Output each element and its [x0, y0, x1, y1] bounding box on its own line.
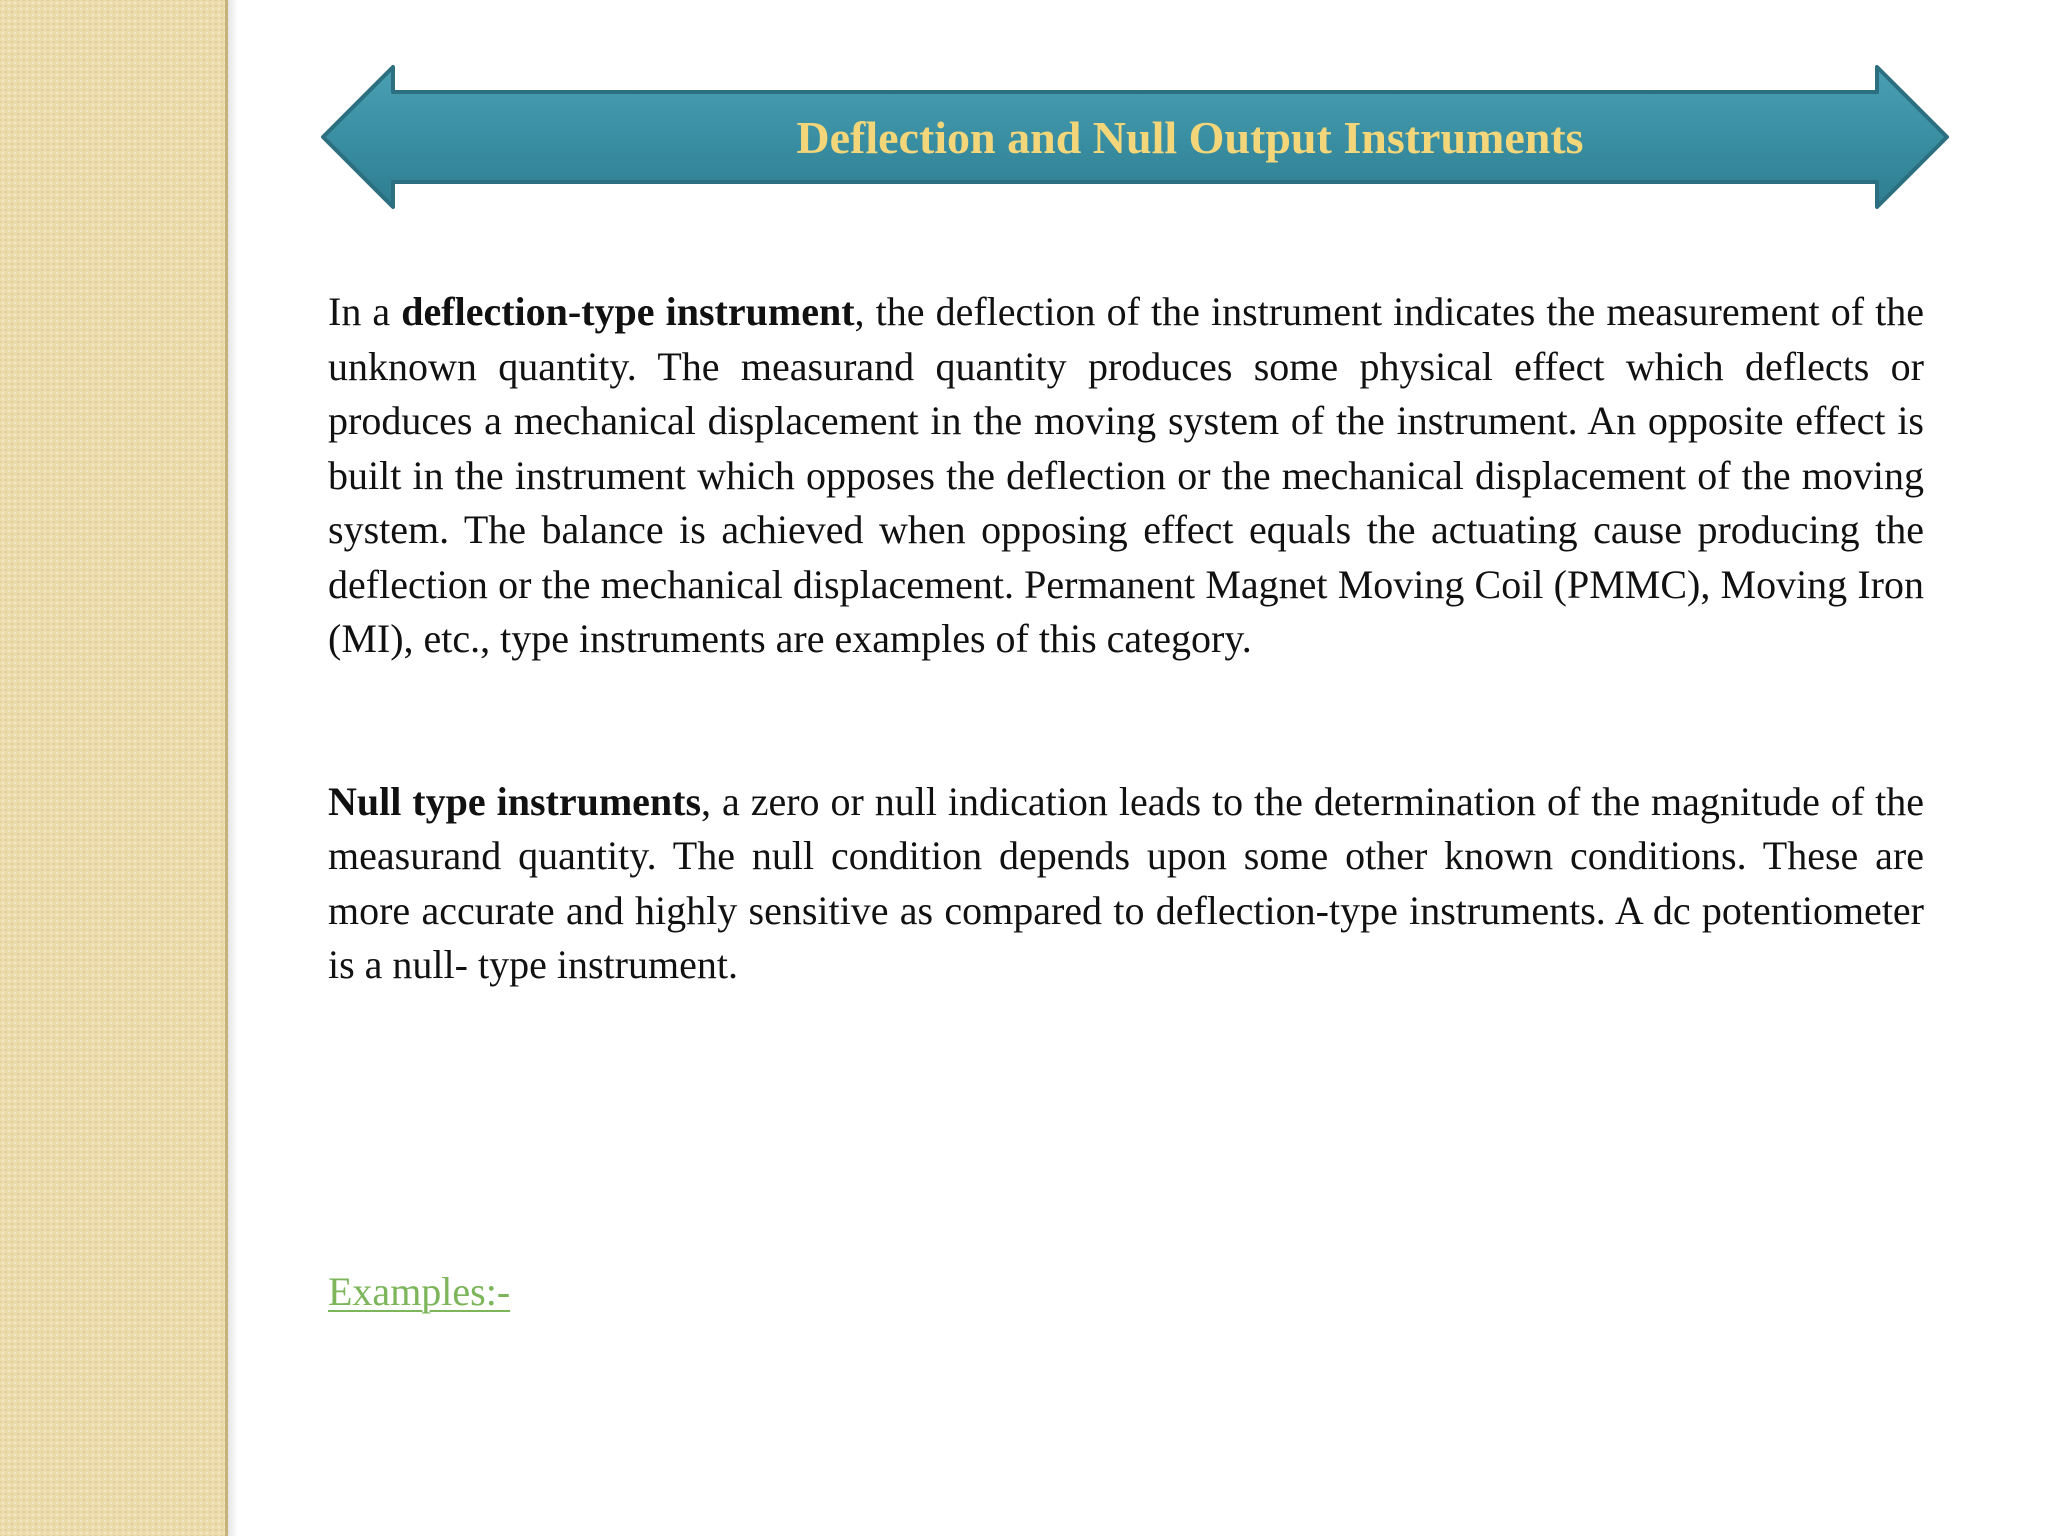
- term-null-type-instruments: Null type instruments: [328, 778, 702, 824]
- slide-title: Deflection and Null Output Instruments: [796, 111, 1584, 163]
- term-deflection-type-instrument: deflection-type instrument: [401, 289, 855, 334]
- slide-content: [328, 285, 1924, 993]
- title-banner: [320, 64, 1950, 210]
- side-decorative-band: [0, 0, 228, 1536]
- paragraph2-body: , a zero or null indication leads to the determination of the magnitude of the measurand quantity. The null condition depends upon some other known conditions. These are more accurate and highly sensitive as compared to deflection-type instruments. A dc potentiometer is a null- type instrument.: [328, 778, 1924, 987]
- side-band-shadow: [228, 0, 238, 1536]
- paragraph1-intro: In a: [328, 289, 402, 334]
- paragraph-null-type: [328, 775, 1924, 993]
- examples-link[interactable]: Examples:-: [328, 1269, 511, 1314]
- paragraph-deflection-type: [328, 285, 1924, 667]
- paragraph1-body: , the deflection of the instrument indicates the measurement of the unknown quantity. The measurand quantity produces some physical effect which deflects or produces a mechanical displacement in the moving system of the instrument. An opposite effect is built in the instrument which opposes the deflection or the mechanical displacement of the moving system. The balance is achieved when opposing effect equals the actuating cause producing the deflection or the mechanical displacement. Permanent Magnet Moving Coil (PMMC), Moving Iron (MI), etc., type instruments are examples of this category.: [328, 289, 1924, 661]
